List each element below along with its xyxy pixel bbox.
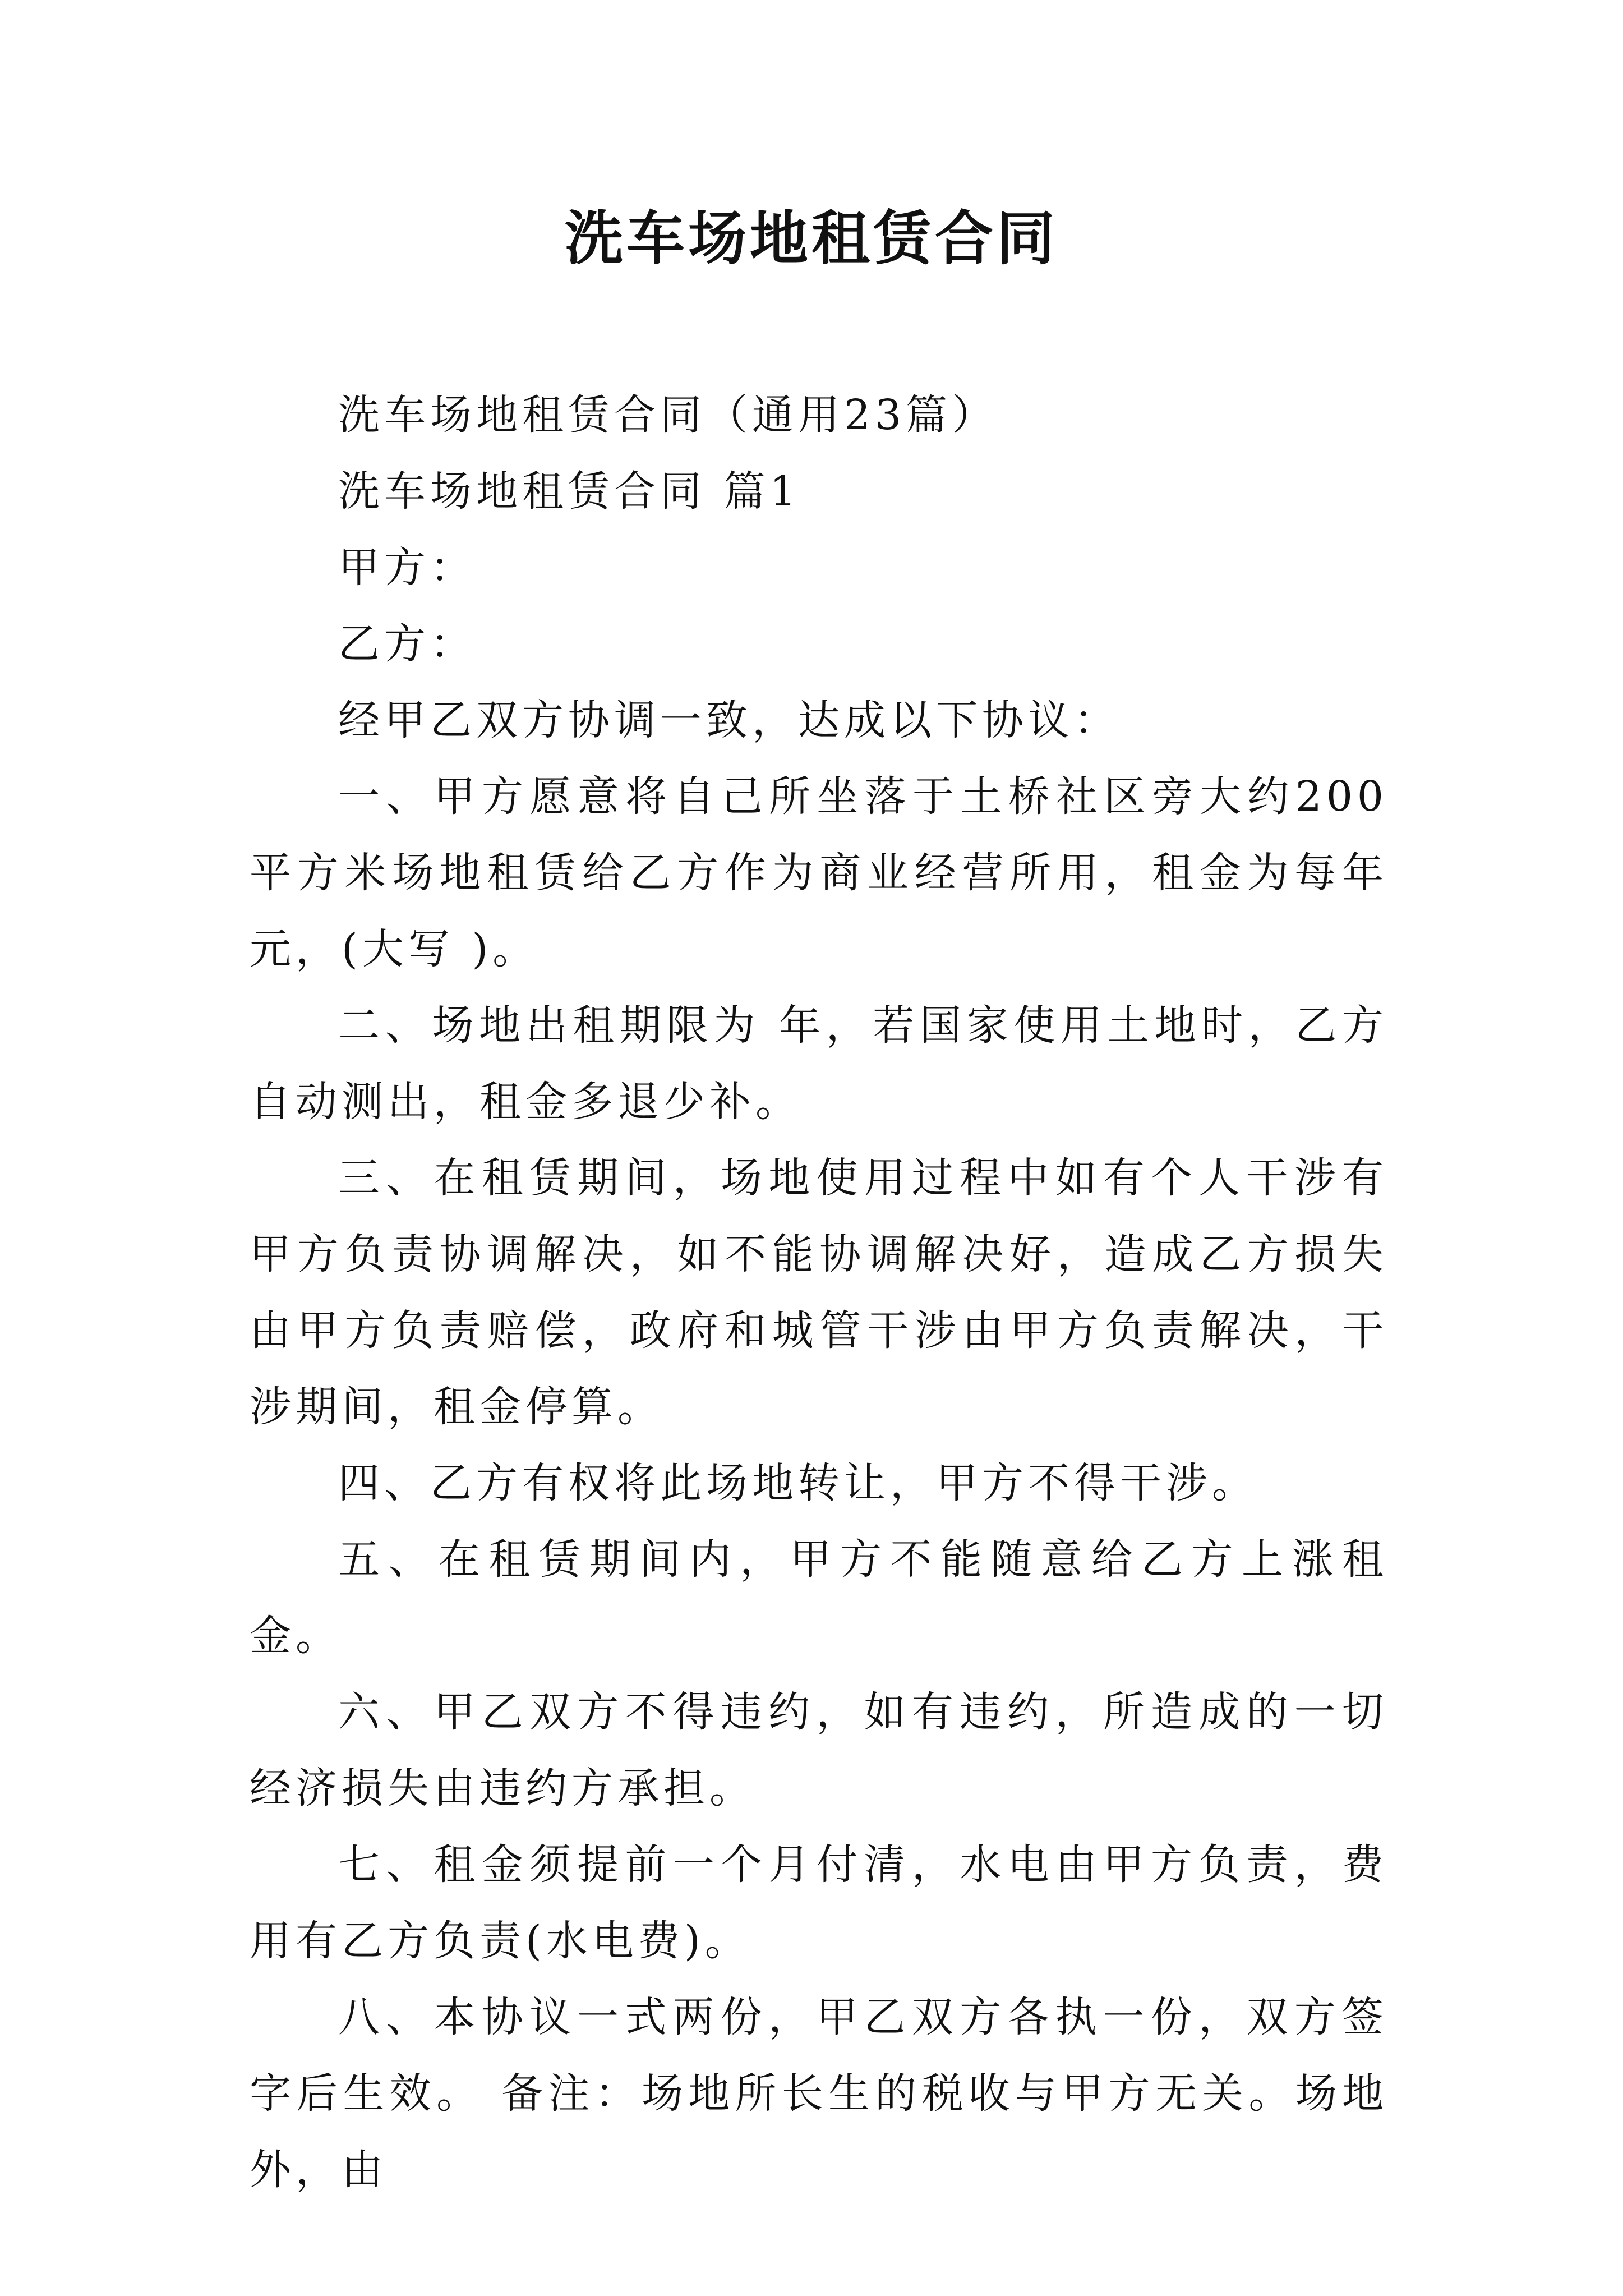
- paragraph-clause-8: 八、本协议一式两份，甲乙双方各执一份，双方签字后生效。 备注：场地所长生的税收与甲方无关。场地外，由: [250, 1993, 1388, 2194]
- paragraph-section-title: 洗车场地租赁合同 篇1: [338, 467, 801, 516]
- document-body: [250, 377, 1388, 2208]
- paragraph-clause-7: 七、租金须提前一个月付清，水电由甲方负责，费用有乙方负责(水电费)。: [250, 1841, 1388, 1965]
- paragraph-intro: 经甲乙双方协调一致，达成以下协议：: [338, 696, 1120, 744]
- paragraph-clause-6: 六、甲乙双方不得违约，如有违约，所造成的一切经济损失由违约方承担。: [250, 1688, 1388, 1812]
- paragraph-party-a: 甲方：: [338, 544, 476, 592]
- paragraph-party-b: 乙方：: [338, 620, 476, 668]
- document-title: 洗车场地租赁合同: [564, 204, 1058, 273]
- paragraph-clause-2: 二、场地出租期限为 年，若国家使用土地时，乙方自动测出，租金多退少补。: [250, 1001, 1388, 1126]
- paragraph-clause-5: 五、在租赁期间内，甲方不能随意给乙方上涨租金。: [250, 1535, 1388, 1660]
- paragraph-clause-1: 一、甲方愿意将自己所坐落于土桥社区旁大约200平方米场地租赁给乙方作为商业经营所用，租金为每年 元，(大写 )。: [250, 772, 1388, 973]
- paragraph-clause-4: 四、乙方有权将此场地转让，甲方不得干涉。: [338, 1459, 1258, 1507]
- paragraph-collection-title: 洗车场地租赁合同（通用23篇）: [338, 391, 998, 439]
- paragraph-clause-3: 三、在租赁期间，场地使用过程中如有个人干涉有甲方负责协调解决，如不能协调解决好，造成乙方损失由甲方负责赔偿，政府和城管干涉由甲方负责解决，干涉期间，租金停算。: [250, 1154, 1388, 1431]
